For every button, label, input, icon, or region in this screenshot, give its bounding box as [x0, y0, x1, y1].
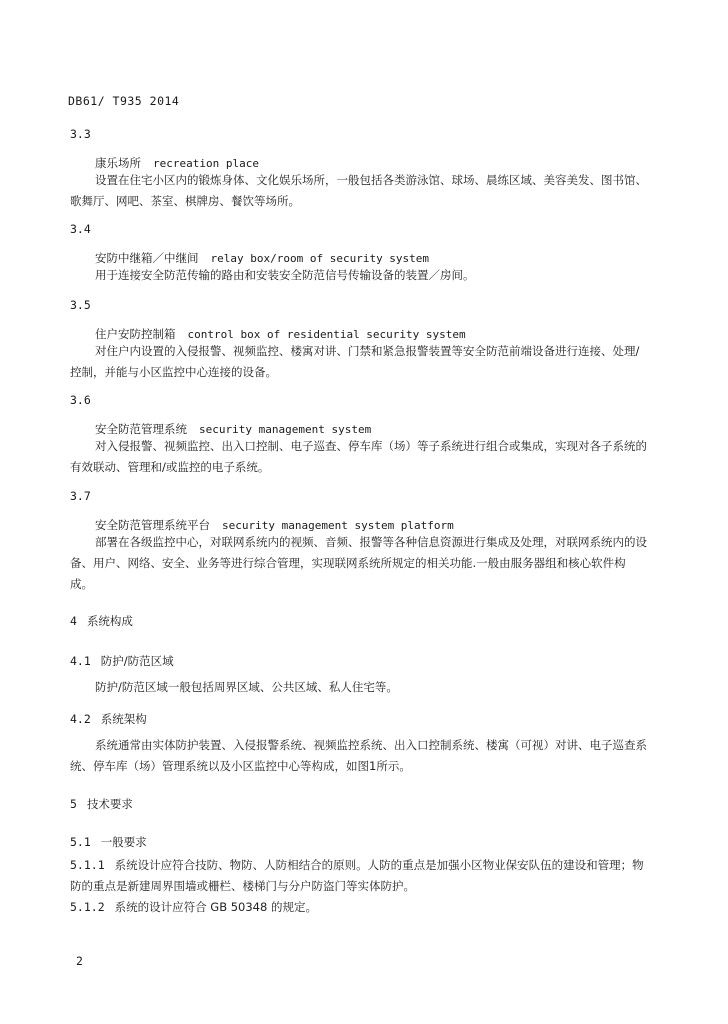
- section-number: 5: [70, 797, 77, 811]
- section-title: 系统构成: [86, 614, 133, 628]
- term-zh: 安防中继箱／中继间: [95, 251, 199, 265]
- standard-code-header: DB61/ T935 2014: [68, 94, 180, 108]
- clause-number: 5.1.1: [70, 858, 105, 872]
- section-heading-5-1: [70, 834, 147, 850]
- definition-3-5: 对住户内设置的入侵报警、视频监控、楼寓对讲、门禁和紧急报警装置等安全防范前端设备进行连接、处理/控制，并能与小区监控中心连接的设备。: [70, 344, 640, 379]
- section-number: 4.1: [70, 654, 91, 668]
- term-3-3: [95, 155, 259, 171]
- section-title: 一般要求: [100, 835, 147, 849]
- clause-number: 5.1.2: [70, 900, 105, 914]
- term-en: recreation place: [153, 157, 259, 170]
- section-heading-5: [70, 796, 133, 812]
- term-zh: 康乐场所: [95, 156, 141, 170]
- page-number: 2: [76, 954, 83, 968]
- clause-text: 系统的设计应符合 GB 50348 的规定。: [114, 900, 317, 914]
- term-en: relay box/room of security system: [210, 252, 430, 265]
- clause-5-1-1: [70, 855, 648, 897]
- clause-text: 系统设计应符合技防、物防、人防相结合的原则。人防的重点是加强小区物业保安队伍的建设和管理；物防的重点是新建周界围墙或栅栏、楼梯门与分户防盗门等实体防护。: [70, 858, 644, 893]
- section-number: 4: [70, 614, 77, 628]
- section-heading-4-2: [70, 711, 147, 727]
- clause-number-3-6: 3.6: [70, 393, 91, 407]
- term-en: security management system: [199, 423, 372, 436]
- term-3-6: [95, 421, 371, 437]
- clause-number-3-4: 3.4: [70, 222, 91, 236]
- section-number: 5.1: [70, 835, 91, 849]
- term-en: security management system platform: [222, 519, 454, 532]
- clause-5-1-2: [70, 897, 648, 918]
- section-heading-4: [70, 613, 133, 629]
- paragraph-4-1: 防护/防范区域一般包括周界区域、公共区域、私人住宅等。: [95, 680, 398, 694]
- term-3-4: [95, 250, 429, 266]
- clause-number-3-7: 3.7: [70, 489, 91, 503]
- definition-3-7: 部署在各级监控中心，对联网系统内的视频、音频、报警等各种信息资源进行集成及处理，对联网系统内的设备、用户、网络、安全、业务等进行综合管理，实现联网系统所规定的相关功能.一般由服务器组和核心软件构成。: [70, 535, 647, 591]
- paragraph-4-2: 系统通常由实体防护装置、入侵报警系统、视频监控系统、出入口控制系统、楼寓（可视）对讲、电子巡查系统、停车库（场）管理系统以及小区监控中心等构成，如图1所示。: [70, 738, 647, 773]
- term-3-7: [95, 517, 454, 533]
- term-zh: 安全防范管理系统平台: [95, 518, 210, 532]
- clause-number-3-5: 3.5: [70, 298, 91, 312]
- term-zh: 住户安防控制箱: [95, 327, 176, 341]
- definition-3-6: 对入侵报警、视频监控、出入口控制、电子巡查、停车库（场）等子系统进行组合或集成，实现对各子系统的有效联动、管理和/或监控的电子系统。: [70, 439, 647, 474]
- section-title: 防护/防范区域: [100, 654, 174, 668]
- term-zh: 安全防范管理系统: [95, 422, 187, 436]
- section-number: 4.2: [70, 712, 91, 726]
- definition-3-4: 用于连接安全防范传输的路由和安装安全防范信号传输设备的装置／房间。: [95, 268, 475, 282]
- section-title: 技术要求: [86, 797, 133, 811]
- section-title: 系统架构: [100, 712, 147, 726]
- term-en: control box of residential security system: [187, 328, 466, 341]
- definition-3-3: 设置在住宅小区内的锻炼身体、文化娱乐场所，一般包括各类游泳馆、球场、晨练区域、美容美发、图书馆、歌舞厅、网吧、茶室、棋牌房、餐饮等场所。: [70, 173, 647, 208]
- section-heading-4-1: [70, 653, 174, 669]
- term-3-5: [95, 326, 466, 342]
- clause-number-3-3: 3.3: [70, 127, 91, 141]
